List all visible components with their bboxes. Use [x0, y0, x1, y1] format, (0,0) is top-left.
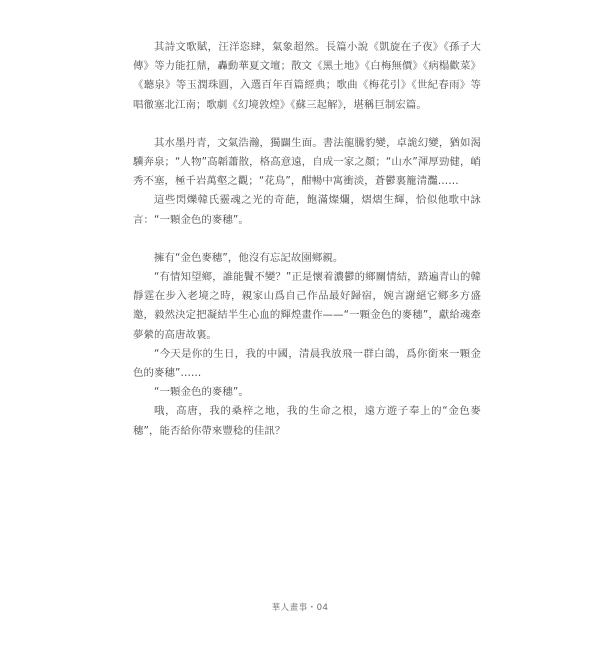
paragraph-golden-ear-quote: 這些閃爍韓氏靈魂之光的奇葩，飽滿燦爛，熠熠生輝，恰似他歌中詠言：“一顆金色的麥穗”。	[133, 194, 481, 226]
paragraph-gap	[133, 230, 481, 249]
paragraph-golden-ear: “一顆金色的麥穗”。	[154, 386, 249, 399]
paragraph-birthday-song: “今天是你的生日，我的中國，清晨我放飛一群白鴿，爲你銜來一顆金色的麥穗”……	[133, 347, 481, 380]
paragraph-homesick: “有情知望鄉，誰能鬢不變？”正是懷着濃鬱的鄉關情結，踏遍青山的韓靜霆在步入老境之時，親家山爲自己作品最好歸宿，婉言謝絕它鄉多方盛邀，毅然決定把凝結半生心血的輝煌畫作——“一顆金色的麥穗”，獻給魂牽夢縈的高唐故裏。	[133, 271, 481, 341]
article-body	[133, 38, 481, 441]
paragraph-poetry-works: 其詩文歌賦，汪洋恣肆，氣象超然。長篇小說《凱旋在子夜》《孫子大傳》等力能扛鼎，轟動華夏文壇；散文《黑土地》《白梅無價》《病榻歡菜》《聽泉》等玉潤珠圓，入選百年百篇經典；歌曲《梅花引》《世紀春雨》等唱徹塞北江南；歌劇《幻境敦煌》《蘇三起解》，堪稱巨制宏篇。	[133, 41, 481, 111]
page-footer: 華人畫事・04	[271, 603, 329, 613]
paragraph-hometown: 擁有“金色麥穗”，他沒有忘記故園鄉親。	[154, 251, 344, 264]
paragraph-painting-calligraphy: 其水墨丹青，文氣浩瀚，獨闢生面。書法龍騰豹變，卓詭幻變，猶如渴驥奔泉；“人物”高韜蕭散，格高意遠，自成一家之顏；“山水”渾厚勁健，峭秀不塞，極千岩萬壑之觀；“花鳥”，酣暢中寓衝淡，蒼鬱裏籠清灩……	[133, 136, 481, 188]
paragraph-gap	[133, 115, 481, 134]
paragraph-closing: 哦，高唐，我的桑梓之地，我的生命之根，遠方遊子奉上的“金色麥穗”，能否給你帶來豐稔的佳訊？	[133, 405, 481, 437]
